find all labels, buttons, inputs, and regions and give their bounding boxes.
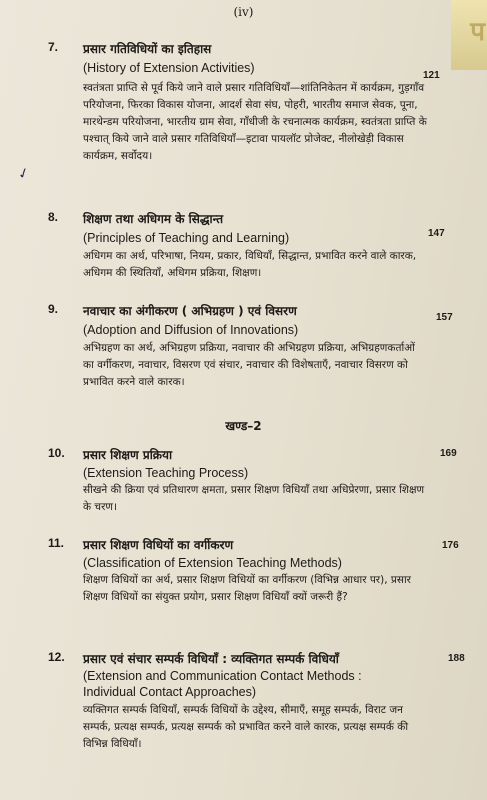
entry-title-english: (History of Extension Activities) <box>83 61 255 75</box>
entry-title-hindi: नवाचार का अंगीकरण ( अभिग्रहण ) एवं विसरण <box>83 304 297 318</box>
entry-description: शिक्षण विधियों का अर्थ, प्रसार शिक्षण विधियों का वर्गीकरण (विभिन्न आधार पर), प्रसार शिक्षण विधियों का संयुक्त प्रयोग, प्रसार शिक्षण विधियाँ क्यों जरूरी हैं? <box>83 574 411 603</box>
entry-title-english: (Extension and Communication Contact Methods : <box>83 669 362 683</box>
entry-number: 10. <box>48 446 65 460</box>
entry-number: 8. <box>48 210 59 224</box>
page-number: (iv) <box>233 5 254 19</box>
entry-description: अधिगम का अर्थ, परिभाषा, नियम, प्रकार, विधियाँ, सिद्धान्त, प्रभावित करने वाले कारक, अधिगम की स्थितियाँ, अधिगम प्रक्रिया, शिक्षण। <box>83 250 417 279</box>
entry-page-number: 188 <box>448 653 465 664</box>
entry-page-number: 147 <box>428 228 445 239</box>
entry-title-english: (Adoption and Diffusion of Innovations) <box>83 323 299 337</box>
entry-number: 9. <box>48 302 59 316</box>
entry-page-number: 157 <box>436 312 453 323</box>
entry-page-number: 176 <box>442 540 459 551</box>
entry-number: 7. <box>48 40 59 54</box>
entry-description: अभिग्रहण का अर्थ, अभिग्रहण प्रक्रिया, नवाचार की अभिग्रहण प्रक्रिया, अभिग्रहणकर्ताओं का वर्गीकरण, नवाचार, विसरण एवं संचार, नवाचार की विशेषताएँ, नवाचार विसरण को प्रभावित करने वाले कारक। <box>83 342 415 388</box>
section-heading: खण्ड–2 <box>225 419 262 433</box>
entry-description: सीखने की क्रिया एवं प्रतिधारण क्षमता, प्रसार शिक्षण विधियाँ तथा अधिप्रेरणा, प्रसार शिक्षण के चरण। <box>83 484 425 513</box>
entry-title-english-continued: Individual Contact Approaches) <box>83 685 257 699</box>
entry-page-number: 169 <box>440 448 457 459</box>
entry-title-hindi: प्रसार एवं संचार सम्पर्क विधियाँ : व्यक्तिगत सम्पर्क विधियाँ <box>83 652 339 666</box>
entry-title-hindi: प्रसार शिक्षण प्रक्रिया <box>83 448 173 462</box>
entry-title-english: (Classification of Extension Teaching Methods) <box>83 556 342 570</box>
entry-number: 12. <box>48 650 65 664</box>
entry-number: 11. <box>48 536 65 550</box>
entry-title-english: (Extension Teaching Process) <box>83 466 249 480</box>
entry-title-hindi: प्रसार शिक्षण विधियों का वर्गीकरण <box>83 538 234 552</box>
pen-tick-mark: ✓ <box>15 164 33 184</box>
entry-title-hindi: प्रसार गतिविधियों का इतिहास <box>83 42 212 56</box>
entry-title-hindi: शिक्षण तथा अधिगम के सिद्धान्त <box>83 212 224 226</box>
entry-description: स्वतंत्रता प्राप्ति से पूर्व किये जाने वाले प्रसार गतिविधियाँ—शांतिनिकेतन में कार्यक्रम, गुड़गाँव परियोजना, फिरका विकास योजना, आदर्श सेवा संघ, पोहरी, भारतीय समाज सेवक, पूना, मारथेन्डम परियोजना, भारतीय ग्राम सेवा, गाँधीजी के रचनात्मक कार्यक्रम, स्वतंत्रता प्राप्ति के पश्चात् किये जाने वाले प्रसार गतिविधियाँ—इटावा पायलॉट प्रोजेक्ट, नीलोखेड़ी विकास कार्यक्रम, सर्वोदय। <box>83 82 427 162</box>
entry-page-number: 121 <box>423 70 440 81</box>
entry-description: व्यक्तिगत सम्पर्क विधियाँ, सम्पर्क विधियों के उद्देश्य, सीमाएँ, समूह सम्पर्क, विराट जन सम्पर्क, प्रत्यक्ष सम्पर्क, प्रत्यक्ष सम्पर्क को प्रभावित करने वाले कारक, प्रत्यक्ष सम्पर्क की विभिन्न विधियाँ। <box>83 704 409 750</box>
entry-title-english: (Principles of Teaching and Learning) <box>83 231 290 245</box>
adjacent-page-text: प <box>470 17 485 47</box>
